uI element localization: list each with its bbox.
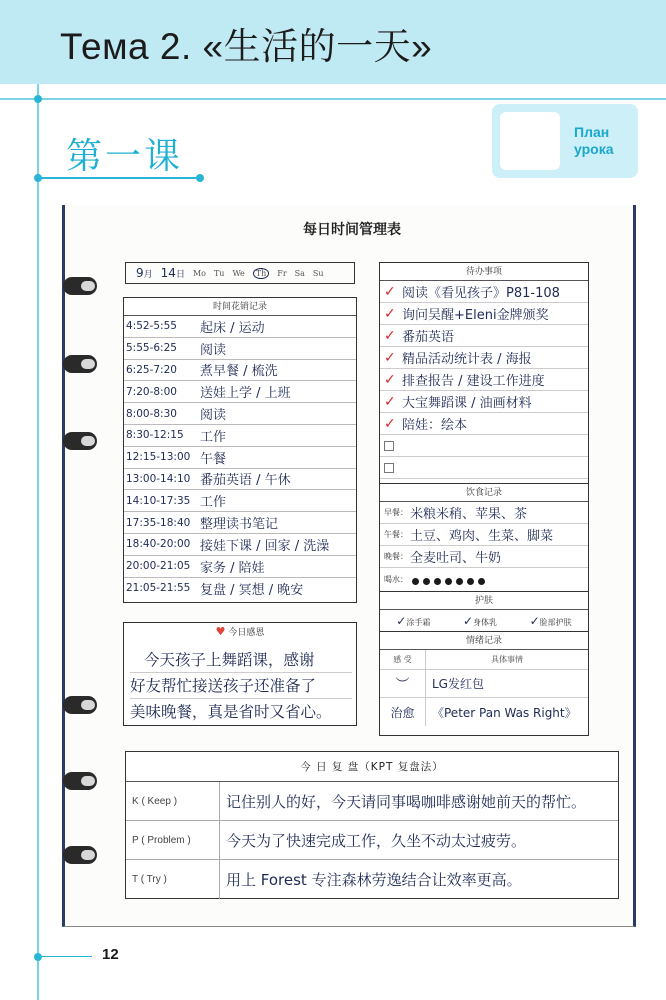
mood-column-headers [380, 650, 588, 670]
meal-value: 全麦吐司、牛奶 [410, 551, 502, 566]
skincare-row [380, 610, 588, 632]
water-dots [408, 570, 485, 589]
kpt-header: 今 日 复 盘（KPT 复盘法） [126, 752, 618, 782]
weekday: Tu [213, 268, 225, 278]
water-dot [434, 578, 441, 585]
binder-ring-icon [63, 277, 97, 295]
water-row [380, 568, 588, 590]
time-log-row [124, 338, 356, 360]
todo-item[interactable] [380, 391, 588, 413]
checkmark-icon[interactable]: ✓ [384, 349, 396, 366]
skincare-item: ✓身体乳 [462, 614, 498, 628]
skincare-header: 护肤 [380, 592, 588, 610]
check-icon: ✓ [462, 614, 474, 628]
time-range: 4:52-5:55 [126, 320, 177, 333]
time-range: 8:30-12:15 [126, 429, 184, 442]
time-range: 12:15-13:00 [126, 451, 191, 464]
date-month: 9月 [136, 266, 153, 280]
kpt-row-problem [126, 821, 618, 860]
water-dot [467, 578, 474, 585]
mood-header: 情绪记录 [380, 632, 588, 650]
checkmark-icon[interactable]: ✓ [384, 327, 396, 344]
checkbox-icon[interactable] [384, 463, 394, 473]
checkmark-icon[interactable]: ✓ [384, 283, 396, 300]
water-dot [445, 578, 452, 585]
time-log-row [124, 425, 356, 447]
todo-header: 待办事项 [380, 263, 588, 281]
gratitude-line: 美味晚餐，真是省时又省心。 [130, 703, 332, 721]
page-number: 12 [102, 946, 119, 963]
activity: 午餐 [200, 451, 227, 467]
meal-label: 午餐： [384, 530, 408, 539]
time-log-rows [124, 316, 356, 599]
kpt-text: 今天为了快速完成工作，久坐不动太过疲劳。 [226, 831, 527, 850]
weekday: Mo [192, 268, 206, 278]
kpt-text: 用上 Forest 专注森林劳逸结合让效率更高。 [226, 871, 522, 889]
todo-item[interactable] [380, 413, 588, 435]
binder-ring-icon [63, 846, 97, 864]
todo-text: 陪娃：绘本 [402, 418, 468, 433]
activity: 煮早餐 / 梳洗 [200, 364, 278, 380]
plan-label [574, 124, 614, 158]
mood-feel: ︶ [380, 670, 426, 697]
gratitude-header-row [124, 623, 356, 641]
water-dot [456, 578, 463, 585]
time-range: 18:40-20:00 [126, 538, 191, 551]
kpt-row-keep [126, 782, 618, 821]
kpt-row-try [126, 860, 618, 899]
header-rule [0, 98, 666, 100]
todo-panel [379, 262, 589, 484]
time-range: 7:20-8:00 [126, 385, 177, 398]
time-range: 13:00-14:10 [126, 472, 191, 485]
todo-item[interactable] [380, 457, 588, 479]
time-log-panel [123, 297, 357, 603]
todo-item[interactable] [380, 325, 588, 347]
checkbox-icon[interactable] [384, 441, 394, 451]
weekday: Fr [277, 268, 287, 278]
sheet-title: 每日时间管理表 [303, 222, 401, 238]
skincare-item: ✓脸部护肤 [529, 614, 572, 628]
todo-text: 精品活动统计表 / 海报 [402, 352, 532, 367]
todo-item[interactable] [380, 369, 588, 391]
binder-ring-icon [63, 432, 97, 450]
time-log-header: 时间花销记录 [124, 298, 356, 316]
plan-icon-placeholder [500, 112, 560, 170]
weekday-selected: Th [253, 268, 270, 279]
skincare-item: ✓涂手霜 [396, 614, 431, 628]
mood-col-detail: 具体事情 [491, 655, 523, 664]
activity: 阅读 [200, 408, 227, 424]
time-log-row [124, 578, 356, 600]
water-label: 喝水： [384, 574, 408, 584]
kpt-label: K ( Keep ) [126, 782, 220, 820]
time-log-row [124, 512, 356, 534]
activity: 整理读书笔记 [200, 517, 279, 533]
activity: 复盘 / 冥想 / 晚安 [200, 582, 304, 598]
chapter-header [0, 0, 666, 84]
mood-row [380, 670, 588, 698]
checkmark-icon[interactable]: ✓ [384, 371, 396, 388]
todo-text: 大宝舞蹈课 / 油画材料 [402, 396, 532, 411]
lesson-underline [38, 177, 200, 179]
time-range: 6:25-7:20 [126, 363, 177, 376]
weekday: We [232, 268, 245, 278]
checkmark-icon[interactable]: ✓ [384, 415, 396, 432]
time-range: 17:35-18:40 [126, 516, 191, 529]
activity: 家务 / 陪娃 [200, 560, 265, 576]
kpt-text: 记住别人的好，今天请同事喝咖啡感谢她前天的帮忙。 [226, 792, 587, 811]
page-number-rule [38, 956, 92, 957]
time-log-row [124, 469, 356, 491]
activity: 番茄英语 / 午休 [200, 473, 291, 489]
time-log-row [124, 534, 356, 556]
meal-dinner [380, 546, 588, 568]
weekday: Su [312, 268, 324, 278]
activity: 工作 [200, 429, 227, 445]
binder-ring-icon [63, 772, 97, 790]
activity: 起床 / 运动 [200, 320, 265, 336]
activity: 工作 [200, 495, 227, 511]
meal-header: 饮食记录 [380, 484, 588, 502]
checkmark-icon[interactable]: ✓ [384, 305, 396, 322]
water-dot [412, 578, 419, 585]
kpt-review-panel [125, 751, 619, 899]
meal-label: 早餐： [384, 508, 408, 517]
gratitude-panel [123, 622, 357, 726]
time-log-row [124, 360, 356, 382]
todo-item[interactable] [380, 435, 588, 457]
mood-col-feel: 感 受 [380, 650, 426, 669]
margin-rule [37, 84, 39, 1000]
time-range: 8:00-8:30 [126, 407, 177, 420]
check-icon: ✓ [529, 614, 540, 628]
time-range: 5:55-6:25 [126, 342, 177, 355]
gratitude-lines [124, 641, 356, 725]
gratitude-line: 今天孩子上舞蹈课，感谢 [130, 647, 352, 673]
time-range: 14:10-17:35 [126, 494, 191, 507]
todo-text: 排查报告 / 建设工作进度 [402, 374, 545, 389]
time-log-row [124, 316, 356, 338]
chapter-title: Тема 2. «生活的一天» [60, 26, 433, 67]
plan-label-line1: План [574, 124, 610, 140]
lesson-title: 第一课 [66, 136, 184, 177]
activity: 阅读 [200, 342, 227, 358]
plan-label-line2: урока [574, 141, 614, 157]
binder-ring-icon [63, 355, 97, 373]
planner-sheet [62, 205, 636, 927]
meal-lunch [380, 524, 588, 546]
check-icon: ✓ [396, 614, 407, 628]
mood-panel [379, 632, 589, 736]
mood-detail: LG发红包 [432, 677, 484, 691]
time-log-row [124, 447, 356, 469]
todo-item[interactable] [380, 303, 588, 325]
time-range: 21:05-21:55 [126, 582, 191, 595]
time-log-row [124, 490, 356, 512]
time-range: 20:00-21:05 [126, 560, 191, 573]
meal-value: 米粮米稍、苹果、茶 [410, 507, 528, 522]
todo-item[interactable] [380, 281, 588, 303]
water-dot [478, 578, 485, 585]
todo-item[interactable] [380, 347, 588, 369]
water-dot [423, 578, 430, 585]
time-log-row [124, 381, 356, 403]
todo-text: 阅读《看见孩子》P81-108 [402, 286, 560, 301]
activity: 送娃上学 / 上班 [200, 386, 291, 402]
rule-dot [34, 95, 42, 103]
date-bar [125, 262, 355, 284]
todo-text: 番茄英语 [402, 330, 455, 345]
gratitude-line: 好友帮忙接送孩子还准备了 [130, 673, 352, 699]
mood-feel: 治愈 [380, 698, 426, 726]
todo-rows [380, 281, 588, 479]
activity: 接娃下课 / 回家 / 洗澡 [200, 538, 330, 554]
time-log-row [124, 556, 356, 578]
time-log-row [124, 403, 356, 425]
rule-dot [34, 953, 42, 961]
checkmark-icon[interactable]: ✓ [384, 393, 396, 410]
heart-icon: ♥ [215, 625, 226, 638]
skincare-panel [379, 592, 589, 632]
meal-value: 土豆、鸡肉、生菜、脚菜 [410, 529, 554, 544]
meal-label: 晚餐： [384, 552, 408, 561]
kpt-label: T ( Try ) [126, 860, 220, 899]
mood-row [380, 698, 588, 726]
kpt-label: P ( Problem ) [126, 821, 220, 859]
binder-ring-icon [63, 696, 97, 714]
mood-detail: 《Peter Pan Was Right》 [432, 705, 577, 720]
meal-panel [379, 484, 589, 592]
meal-breakfast [380, 502, 588, 524]
lesson-plan-button[interactable] [492, 104, 638, 178]
gratitude-header: 今日感恩 [228, 628, 265, 638]
todo-text: 询问吴醒+Eleni金牌颁奖 [402, 308, 549, 323]
date-day: 14日 [160, 266, 185, 280]
weekday: Sa [294, 268, 305, 278]
